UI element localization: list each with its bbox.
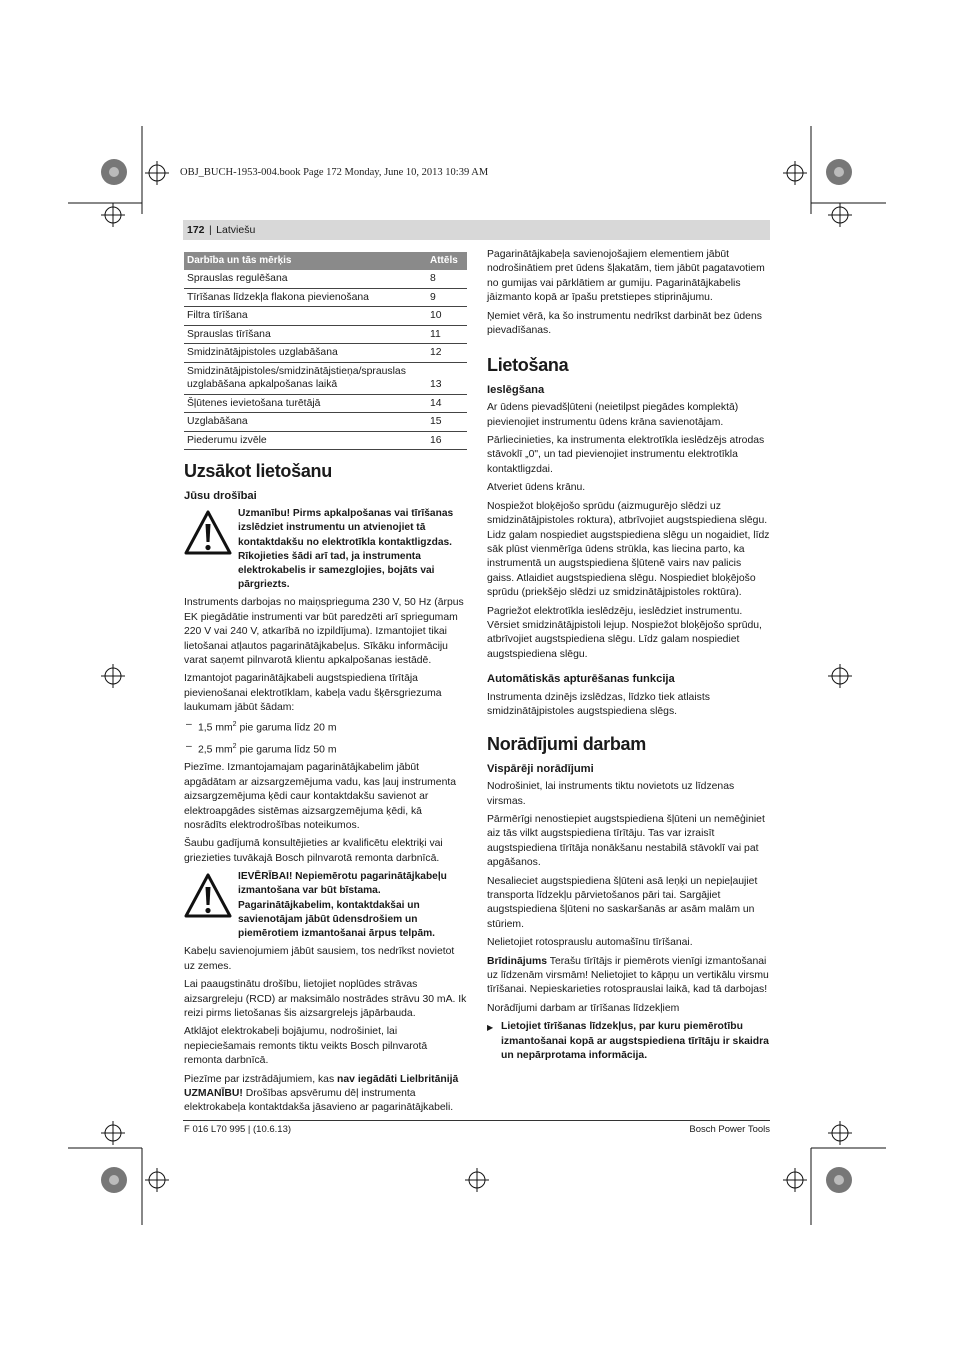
paragraph: Ar ūdens pievadšļūteni (neietilpst piegādes komplektā) pievienojiet instrumentu ūdens krāna savienotājam. bbox=[487, 402, 739, 428]
paragraph: Kabeļu savienojumiem jābūt sausiem, tos nedrīkst novietot uz zemes. bbox=[184, 946, 455, 972]
paragraph: Atklājot elektrokabeļi bojājumu, nodrošiniet, lai nepieciešamais remonts tiktu veikts Bosch pilnvarotā remonta darbnīcā. bbox=[184, 1026, 428, 1067]
text-run-bold: UZMANĪBU! bbox=[184, 1087, 243, 1099]
table-row bbox=[184, 288, 467, 307]
footer-rule bbox=[183, 1120, 770, 1121]
table-cell: Uzglabāšana bbox=[184, 413, 427, 432]
section-heading-use: Lietošana bbox=[487, 355, 569, 376]
superscript: 2 bbox=[232, 720, 237, 728]
table-cell: 14 bbox=[427, 394, 467, 413]
table-cell: Sprauslas regulēšana bbox=[184, 270, 427, 288]
page-number: 172 bbox=[187, 224, 205, 236]
subheading-general: Vispārēji norādījumi bbox=[487, 762, 594, 775]
text-run-bold: Brīdinājums bbox=[487, 955, 548, 967]
dash-text: pie garuma līdz 20 m bbox=[236, 722, 337, 734]
section-heading-start: Uzsākot lietošanu bbox=[184, 461, 332, 482]
table-cell: 16 bbox=[427, 431, 467, 450]
warning-block bbox=[184, 870, 467, 941]
header-separator: | bbox=[208, 224, 212, 236]
text-run: Piezīme par izstrādājumiem, kas bbox=[184, 1073, 338, 1085]
table-row bbox=[184, 431, 467, 450]
footer-left: F 016 L70 995 | (10.6.13) bbox=[184, 1124, 292, 1135]
paragraph: Nesalieciet augstspiediena šļūteni asā leņķi un nepieļaujiet transporta līdzekļu pārvietošanos pāri tai. Sargājiet augstspiediena šļūteni no saskaršanās ar asām malām un stūriem. bbox=[487, 875, 758, 930]
table-cell: Tīrīšanas līdzekļa flakona pievienošana bbox=[184, 288, 427, 307]
table-row bbox=[184, 362, 467, 394]
text-run: Drošības apsvērumu dēļ instrumenta elektrokabeļa kontaktdakša jāsavieno ar pagarinātājkabeli. bbox=[184, 1087, 454, 1114]
table-cell: Piederumu izvēle bbox=[184, 431, 427, 450]
dash-text: 2,5 mm bbox=[198, 744, 233, 756]
paragraph: Instruments darbojas no maiņsprieguma 230 V, 50 Hz (ārpus EK piegādātie instrumenti var būt paredzēti arī spriegumam 220 V vai 240 V, atkarībā no izpildījuma). Izmantojiet tikai lietošanai atļautos pagarinātājkabeļus. Sīkāku informāciju varat saņemt pilnvarotā klientu apkalpošanas iestādē. bbox=[184, 597, 464, 667]
text-run-bold: nav iegādāti Lielbritānijā bbox=[337, 1073, 459, 1085]
dash-text: 1,5 mm bbox=[198, 722, 233, 734]
paragraph: Izmantojot pagarinātājkabeli augstspiediena tīrītāja pievienošanai elektrotīklam, kabeļa vadu šķērsgriezuma laukumam jābūt šādam: bbox=[184, 673, 442, 714]
table-cell: 13 bbox=[427, 362, 467, 394]
subheading-auto-stop: Automātiskās apturēšanas funkcija bbox=[487, 673, 675, 686]
table-header-figure: Attēls bbox=[427, 252, 467, 270]
table-row bbox=[184, 413, 467, 432]
superscript: 2 bbox=[232, 742, 237, 750]
paragraph: Norādījumi darbam ar tīrīšanas līdzekļiem bbox=[487, 1002, 680, 1014]
table-cell: 12 bbox=[427, 344, 467, 363]
table-cell: 8 bbox=[427, 270, 467, 288]
table-row bbox=[184, 394, 467, 413]
table-row bbox=[184, 307, 467, 326]
warning-text: IEVĒRĪBAI! Nepiemērotu pagarinātājkabeļu izmantošana var būt bīstama. Pagarinātājkabelim, kontaktdakšai un savienotājam jābūt ūdensdrošiem un piemērotiem izmantošanai ārpus telpām. bbox=[238, 871, 447, 940]
section-heading-work: Norādījumi darbam bbox=[487, 734, 646, 755]
warning-triangle-icon bbox=[184, 872, 232, 920]
header-language: Latviešu bbox=[216, 224, 256, 236]
paragraph: Pārliecinieties, ka instrumenta elektrotīkla ieslēdzējs atrodas stāvoklī „0", un tad pievienojiet instrumentu elektrotīkla kontaktligzdai. bbox=[487, 435, 765, 475]
table-cell: 15 bbox=[427, 413, 467, 432]
right-column bbox=[487, 248, 770, 1068]
text-run: Terašu tīrītājs ir piemērots vienīgi izmantošanai uz līdzenām virsmām! Nelietojiet to kāpņu un vertikālu virsmu tīrīšanai. Nepieskarieties rotosprauslai laikā, kad tā darbojas! bbox=[487, 955, 769, 996]
paragraph: Instrumenta dzinējs izslēdzas, līdzko tiek atlaists smidzinātājpistoles augstspiediena slēgs. bbox=[487, 691, 710, 717]
paragraph: Piezīme. Izmantojamajam pagarinātājkabelim jābūt apgādātam ar aizsargzemējuma vadu, kas ļauj instrumenta aizsargzemējuma ķēdi caur kontaktdakšu savienot ar elektroapgādes sistēmas aizsargzemējuma ķēdi, kā nosrādīts elektrodrošības noteikumos. bbox=[184, 762, 457, 832]
paragraph: Pārmērīgi nenostiepiet augstspiediena šļūteni un nemēģiniet aiz tās vilkt augstspiediena tīrītāju. Tas var izraisīt augstspiediena tīrītāja nonākšanu nestabilā stāvoklī vai pat apgāšanos. bbox=[487, 814, 765, 869]
warning-triangle-icon bbox=[184, 509, 232, 557]
table-row bbox=[184, 344, 467, 363]
paragraph bbox=[184, 1073, 467, 1116]
paragraph bbox=[487, 955, 770, 998]
dash-text: pie garuma līdz 50 m bbox=[236, 744, 337, 756]
subheading-switch-on: Ieslēgšana bbox=[487, 383, 545, 396]
figure-table bbox=[184, 252, 467, 450]
paragraph: Šaubu gadījumā konsultējieties ar kvalificētu elektriķi vai griezieties tuvākajā Bosch pilnvarotā remonta darbnīcā. bbox=[184, 838, 443, 864]
warning-text: Uzmanību! Pirms apkalpošanas vai tīrīšanas izslēdziet instrumentu un atvienojiet tā kontaktdakšu no elektrotīkla kontaktligzdas. Rīkojieties šādi arī tad, ja instrumenta elektrokabelis ir samezglojies, bojāts vai pārgriezts. bbox=[238, 508, 454, 591]
table-cell: 11 bbox=[427, 325, 467, 344]
page-header bbox=[183, 220, 770, 240]
footer-right: Bosch Power Tools bbox=[689, 1124, 770, 1135]
table-cell: 9 bbox=[427, 288, 467, 307]
table-cell: Filtra tīrīšana bbox=[184, 307, 427, 326]
paragraph: Atveriet ūdens krānu. bbox=[487, 482, 586, 494]
paragraph: Lai paaugstinātu drošību, lietojiet noplūdes strāvas aizsargreleju (RCD) ar maksimālo nostrādes strāvu 30 mA. Ik reizi pirms lietošanas šis aizsargrelejs jāpārbauda. bbox=[184, 979, 467, 1019]
paragraph: Pagriežot elektrotīkla ieslēdzēju, ieslēdziet instrumentu. Vērsiet smidzinātājpistoli lejup. Nospiežot bloķējošo sprūdu, atbrīvojiet augstspiediena slēgu. Līdz galam nospiediet augstspiediena slēgu. bbox=[487, 605, 762, 660]
table-cell: Šļūtenes ievietošana turētājā bbox=[184, 394, 427, 413]
dash-item bbox=[184, 740, 467, 758]
table-header-action: Darbība un tās mērķis bbox=[184, 252, 427, 270]
table-cell: 10 bbox=[427, 307, 467, 326]
table-cell: Sprauslas tīrīšana bbox=[184, 325, 427, 344]
left-column bbox=[184, 252, 467, 1120]
dash-item bbox=[184, 718, 467, 736]
table-cell: Smidzinātājpistoles/smidzinātājstieņa/sprauslas uzglabāšana apkalpošanas laikā bbox=[184, 362, 427, 394]
table-row bbox=[184, 270, 467, 288]
subheading-safety: Jūsu drošībai bbox=[184, 489, 257, 502]
paragraph: Ņemiet vērā, ka šo instrumentu nedrīkst darbināt bez ūdens pievadīšanas. bbox=[487, 310, 762, 337]
bullet-item: ▶ Lietojiet tīrīšanas līdzekļus, par kuru piemērotību izmantošanai kopā ar augstspiediena tīrītāju ir skaidra un nepārprotama informācija. bbox=[487, 1020, 770, 1063]
table-cell: Smidzinātājpistoles uzglabāšana bbox=[184, 344, 427, 363]
print-slug: OBJ_BUCH-1953-004.book Page 172 Monday, June 10, 2013 10:39 AM bbox=[180, 167, 489, 178]
table-header-row bbox=[184, 252, 467, 270]
paragraph: Nodrošiniet, lai instruments tiktu novietots uz līdzenas virsmas. bbox=[487, 781, 735, 807]
paragraph: Nospiežot bloķējošo sprūdu (aizmugurējo slēdzi uz smidzinātājpistoles roktura), atbrīvojiet augstspiediena slēgu. Lidz galam nospiediet augstspiediena slēgu un nogaidiet, līdz sāk plūst vienmērīga ūdens strūkla, kas liecina parto, ka instrumentā un augstspiediena šļūtenē vairs nav palicis gaiss. Atlaidiet augstspiediena slēgu. Nospiediet bloķējošo sprūdu (priekšējo slēdzi uz smidzinātājpistoles roktūra). bbox=[487, 500, 770, 599]
warning-block bbox=[184, 507, 467, 592]
table-row bbox=[184, 325, 467, 344]
paragraph: Pagarinātājkabeļa savienojošajiem elementiem jābūt nodrošinātiem pret ūdens šļakatām, tiem jābūt pagatavotiem no gumijas vai pārklātiem ar gumiju. Pagarinātājkabelis jāizmanto kopā ar īpašu pretstiepes stiprinājumu. bbox=[487, 249, 765, 304]
paragraph: Nelietojiet rotosprauslu automašīnu tīrīšanai. bbox=[487, 937, 693, 949]
